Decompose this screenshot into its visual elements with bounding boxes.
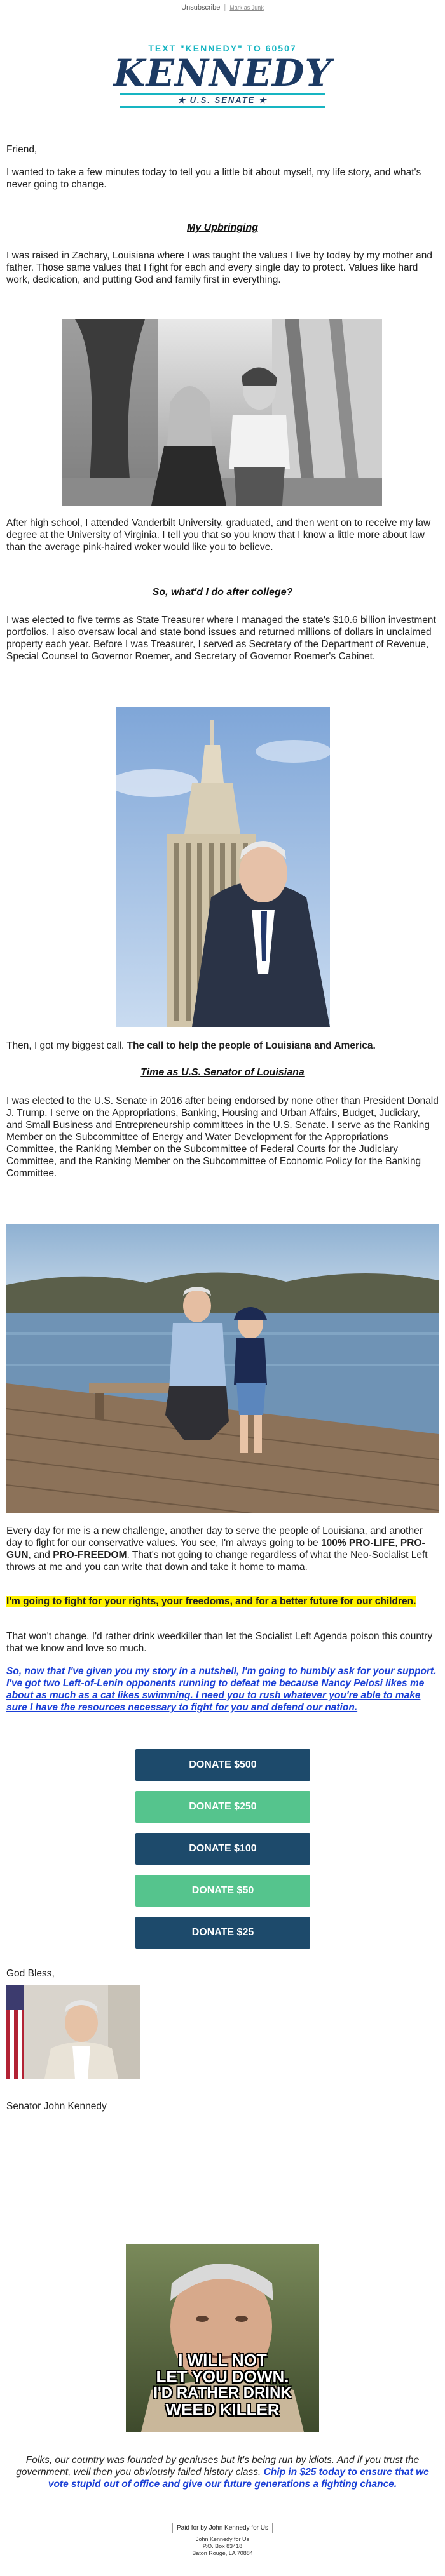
- unsubscribe-link[interactable]: Unsubscribe: [181, 4, 221, 11]
- footer-pobox: P.O. Box 83418: [202, 2543, 243, 2549]
- weed-killer-meme: [126, 2244, 319, 2432]
- footer-city: Baton Rouge, LA 70884: [192, 2550, 253, 2556]
- biggest-call-lead: Then, I got my biggest call.: [6, 1040, 127, 1051]
- chip-in-link[interactable]: Chip in $25 today to ensure that we vote stupid out of office and give our future generations a fighting chance.: [48, 2467, 429, 2490]
- capitol-photo-graphic: [116, 707, 330, 1027]
- logo-sub-text: U.S. SENATE: [189, 95, 256, 105]
- campaign-logo: [0, 43, 445, 108]
- capitol-photo: [116, 707, 330, 1027]
- childhood-photo: [62, 319, 382, 506]
- intro-paragraph: I wanted to take a few minutes today to tell you a little bit about myself, my life story, and what's never going to change.: [6, 167, 421, 190]
- dock-photo-graphic: [6, 1224, 439, 1513]
- dock-photo: [6, 1224, 439, 1513]
- highlighted-pledge: I'm going to fight for your rights, your freedoms, and for a better future for our children.: [6, 1596, 416, 1607]
- logo-name: KENNEDY: [113, 51, 332, 95]
- meme-caption: [126, 2352, 319, 2418]
- sign-off: God Bless,: [6, 1968, 55, 1979]
- values-paragraph: [6, 1525, 439, 1573]
- values-text-a: Every day for me is a new challenge, another day to serve the people of Louisiana, and another day to fight for our conservative values. You see, I'm always going to be: [6, 1526, 423, 1548]
- ask-paragraph: [6, 1665, 439, 1714]
- closing-text: Folks, our country was founded by geniuses but it's being run by idiots. And if you trust the government, well then you obviously failed history class.: [16, 2455, 420, 2478]
- values-text-d: . That's not going to change regardless of what the Neo-Socialist Left throws at me and you can write that down and take it home to mama.: [6, 1550, 428, 1573]
- donate-500-button[interactable]: DONATE $500: [135, 1749, 310, 1781]
- footer: [0, 2521, 445, 2557]
- meme-line-1: I WILL NOT: [178, 2351, 267, 2370]
- heading-senator: Time as U.S. Senator of Louisiana: [140, 1067, 305, 1078]
- logo-subtitle: ★ U.S. SENATE ★: [120, 93, 324, 108]
- donate-250-button[interactable]: DONATE $250: [135, 1791, 310, 1823]
- highlight-paragraph: [6, 1595, 439, 1607]
- senator-portrait: [6, 1985, 140, 2079]
- donate-25-button[interactable]: DONATE $25: [135, 1917, 310, 1949]
- biggest-call-paragraph: [6, 1040, 439, 1052]
- closing-paragraph: [15, 2454, 430, 2490]
- senator-portrait-graphic: [6, 1985, 140, 2079]
- donate-50-button[interactable]: DONATE $50: [135, 1875, 310, 1907]
- heading-after-college: So, what'd I do after college?: [152, 587, 293, 598]
- biggest-call-bold: The call to help the people of Louisiana and America.: [127, 1040, 376, 1051]
- donate-100-button[interactable]: DONATE $100: [135, 1833, 310, 1865]
- meme-line-4: WEED KILLER: [165, 2400, 280, 2419]
- pro-gun-text: PRO-GUN: [6, 1538, 425, 1560]
- childhood-photo-graphic: [62, 319, 382, 506]
- treasurer-paragraph: I was elected to five terms as State Treasurer where I managed the state's $10.6 billion investment portfolios. I also oversaw local and state bond issues and returned millions of dollars in unclaimed property each year. Before I was Treasurer, I served as Secretary of the Department of Revenue, Special Counsel to Governor Roemer, and Secretary of Governor Roemer's Cabinet.: [6, 615, 436, 662]
- pro-life-text: 100% PRO-LIFE: [320, 1538, 395, 1548]
- meme-line-2: LET YOU DOWN.: [156, 2367, 289, 2386]
- values-comma-2: , and: [28, 1550, 53, 1560]
- values-comma-1: ,: [395, 1538, 400, 1548]
- text-to-donate-line: TEXT "KENNEDY" TO 60507: [148, 43, 297, 53]
- mark-spam-link[interactable]: Mark as Junk: [229, 4, 264, 11]
- meme-line-3: I'D RATHER DRINK: [153, 2384, 292, 2401]
- pro-freedom-text: PRO-FREEDOM: [53, 1550, 127, 1560]
- greeting: Friend,: [6, 144, 38, 155]
- signature: Senator John Kennedy: [6, 2101, 107, 2112]
- upbringing-paragraph: I was raised in Zachary, Louisiana where I was taught the values I live by today by my mother and father. Those same values that I fight for each and every single day to protect. Values like hard work, dedication, and putting God and family first in everything.: [6, 250, 432, 285]
- heading-upbringing: My Upbringing: [187, 222, 258, 233]
- education-paragraph: After high school, I attended Vanderbilt University, graduated, and then went on to receive my law degree at the University of Virginia. I tell you that so you know that I know a little more about law than the average pink-haired woker would like you to believe.: [6, 518, 431, 553]
- divider: |: [224, 4, 226, 11]
- weedkiller-paragraph: That won't change, I'd rather drink weedkiller than let the Socialist Left Agenda poison this country that we know and love so much.: [6, 1631, 433, 1654]
- senate-committees-paragraph: I was elected to the U.S. Senate in 2016 after being endorsed by none other than President Donald J. Trump. I serve on the Appropriations, Banking, Housing and Urban Affairs, Budget, Judiciary, and Small Business and Entrepreneurship committees in the U.S. Senate. I serve as the Ranking Member on the Subcommittee of Energy and Water Development for the Appropriations Committee, the Ranking Member on the Subcommittee of Federal Courts for the Judiciary Committee, and the Ranking Member on the Subcommittee of Economic Policy for the Banking Committee.: [6, 1096, 439, 1179]
- top-bar: [0, 4, 445, 11]
- footer-org: John Kennedy for Us: [195, 2536, 250, 2542]
- support-ask-link[interactable]: So, now that I've given you my story in a nutshell, I'm going to humbly ask for your support. I've got two Left-of-Lenin opponents running to defeat me because Nancy Pelosi likes me about as much as a cat likes swimming. I need you to rush whatever you're able to make sure I have the resources necessary to fight for you and defend our nation.: [6, 1666, 437, 1713]
- paid-for-box: Paid for by John Kennedy for Us: [172, 2523, 273, 2533]
